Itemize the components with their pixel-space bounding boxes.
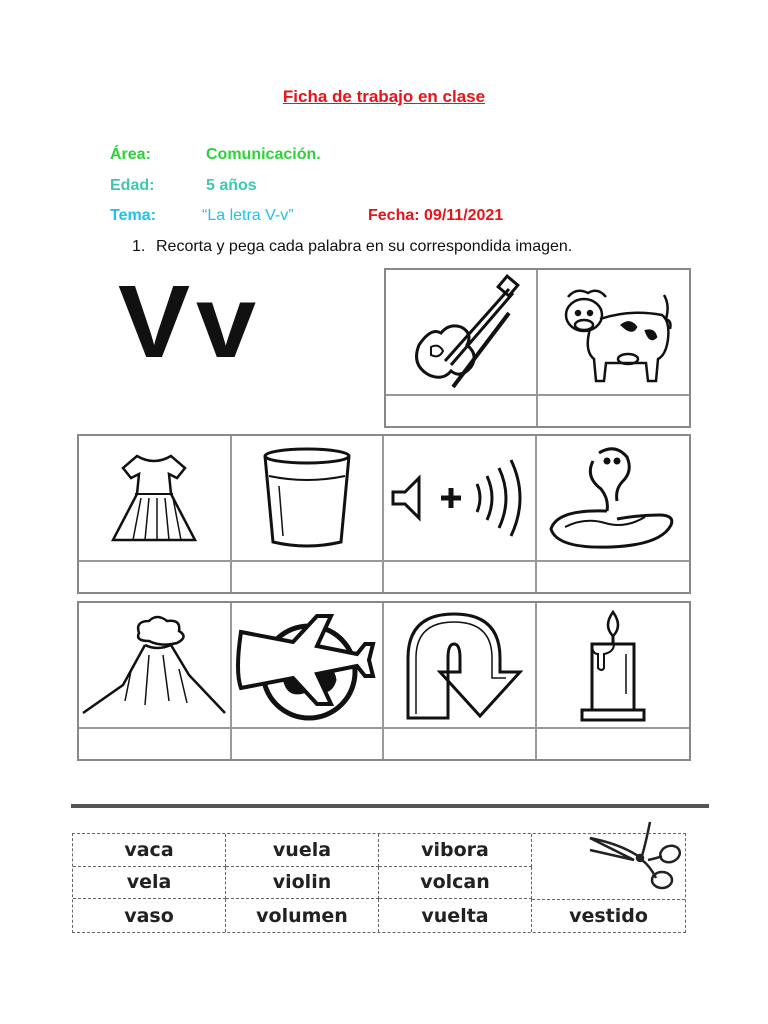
word-card[interactable]: vestido	[532, 899, 685, 932]
word-card[interactable]: volcan	[379, 867, 532, 900]
cow-icon	[538, 270, 690, 394]
word-card[interactable]: vuelta	[379, 899, 532, 932]
answer-slot[interactable]	[232, 560, 383, 592]
picture-cell	[79, 436, 232, 592]
volume-icon	[384, 436, 535, 560]
word-card-empty	[532, 834, 685, 867]
answer-slot[interactable]	[386, 394, 536, 426]
instruction-text: Recorta y pega cada palabra en su correspondida imagen.	[156, 238, 573, 255]
edad-value: 5 años	[206, 177, 257, 194]
picture-cell	[537, 436, 690, 592]
picture-cell	[384, 436, 537, 592]
area-value: Comunicación.	[206, 146, 321, 163]
answer-slot[interactable]	[537, 560, 690, 592]
word-card[interactable]: volumen	[226, 899, 379, 932]
answer-slot[interactable]	[79, 560, 230, 592]
word-card[interactable]: violin	[226, 867, 379, 900]
word-card-empty	[532, 867, 685, 900]
violin-icon	[386, 270, 536, 394]
u-turn-arrow-icon	[384, 603, 535, 727]
word-card[interactable]: vaso	[73, 899, 226, 932]
instruction-number: 1.	[132, 238, 146, 255]
fecha-block	[368, 207, 503, 225]
picture-cell	[538, 270, 690, 426]
volcano-icon	[79, 603, 230, 727]
word-card[interactable]: vela	[73, 867, 226, 900]
tema-label: Tema:	[110, 207, 156, 224]
answer-slot[interactable]	[537, 727, 690, 759]
picture-cell	[537, 603, 690, 759]
word-card[interactable]: vibora	[379, 834, 532, 867]
picture-cell	[386, 270, 538, 426]
snake-icon	[537, 436, 690, 560]
answer-slot[interactable]	[79, 727, 230, 759]
picture-grid-row-1	[77, 434, 691, 594]
fecha-value: 09/11/2021	[424, 207, 504, 224]
picture-cell	[232, 603, 385, 759]
dress-icon	[79, 436, 230, 560]
tema-value: “La letra V-v”	[202, 207, 294, 224]
word-card[interactable]: vuela	[226, 834, 379, 867]
answer-slot[interactable]	[384, 560, 535, 592]
plane-globe-icon	[232, 603, 383, 727]
page-title: Ficha de trabajo en clase	[282, 87, 486, 106]
answer-slot[interactable]	[538, 394, 690, 426]
answer-slot[interactable]	[232, 727, 383, 759]
word-card[interactable]: vaca	[73, 834, 226, 867]
fecha-label: Fecha:	[368, 207, 420, 224]
picture-cell	[232, 436, 385, 592]
picture-grid-row-0	[384, 268, 691, 428]
candle-icon	[537, 603, 690, 727]
picture-cell	[79, 603, 232, 759]
instruction	[132, 238, 572, 256]
answer-slot[interactable]	[384, 727, 535, 759]
big-letters: Vv	[118, 264, 263, 379]
word-cutout-grid	[72, 833, 686, 933]
picture-grid-row-2	[77, 601, 691, 761]
edad-label: Edad:	[110, 177, 155, 194]
picture-cell	[384, 603, 537, 759]
cut-divider-line	[71, 804, 709, 808]
area-label: Área:	[110, 146, 151, 163]
glass-icon	[232, 436, 383, 560]
